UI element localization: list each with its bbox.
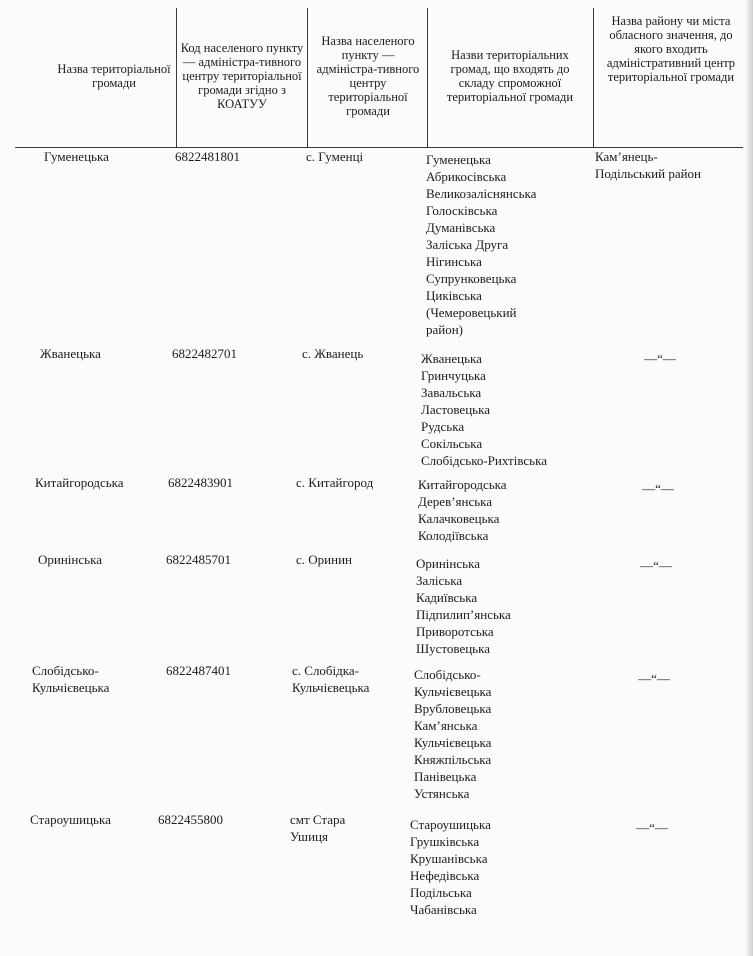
member-community: Завальська	[421, 385, 482, 400]
member-community: Думанівська	[426, 220, 496, 235]
member-community: Калачковецька	[418, 511, 500, 526]
member-list	[418, 476, 588, 544]
member-community: Нефедівська	[410, 868, 480, 883]
member-community: Гуменецька	[426, 152, 491, 167]
center-name: с. Гуменці	[306, 149, 364, 164]
member-community: Гринчуцька	[421, 368, 486, 383]
koatuu-code: 6822485701	[166, 552, 231, 567]
member-community: Кадиївська	[416, 590, 478, 605]
member-community: Заліська Друга	[426, 237, 509, 252]
member-community: Слобідсько-Рихтівська	[421, 453, 547, 468]
member-community: Циківська	[426, 288, 482, 303]
center-name: с. Жванець	[302, 346, 364, 361]
center-name: с. Китайгород	[296, 475, 374, 490]
member-community: Жванецька	[421, 351, 482, 366]
page-edge-shadow	[745, 0, 753, 956]
member-community: Великозаліснянська	[426, 186, 537, 201]
header-koatuu-code: Код населеного пункту — адміністра-тивного центру територіальної громади згідно з КОАТУУ	[180, 41, 304, 111]
member-community: Крушанівська	[410, 851, 488, 866]
member-community: Оринінська	[416, 556, 480, 571]
member-community: Шустовецька	[416, 641, 491, 656]
member-community: Кам’янська	[414, 718, 478, 733]
member-community: Сокільська	[421, 436, 483, 451]
member-list	[414, 666, 584, 802]
member-community: Слобідсько-	[414, 667, 481, 682]
member-community: Чабанівська	[410, 902, 477, 917]
member-community: Супрунковецька	[426, 271, 517, 286]
community-name: Гуменецька	[44, 149, 109, 164]
header-community-name: Назва територіальної громади	[57, 62, 171, 90]
member-community: Нігинська	[426, 254, 482, 269]
center-name: с. Оринин	[296, 552, 352, 567]
member-list	[426, 151, 596, 338]
district-ditto-mark: —“—	[636, 820, 668, 835]
member-community: район)	[426, 322, 464, 337]
member-community: Староушицька	[410, 817, 491, 832]
member-community: Підпилип’янська	[416, 607, 511, 622]
koatuu-code: 6822487401	[166, 663, 231, 678]
community-name: Жванецька	[40, 346, 101, 361]
member-community: Устянська	[414, 786, 470, 801]
community-name: Китайгородська	[35, 475, 124, 490]
district-name: Кам’янець-Подільський район	[595, 149, 702, 181]
koatuu-code: 6822483901	[168, 475, 233, 490]
member-community: Грушківська	[410, 834, 480, 849]
member-list	[416, 555, 586, 657]
district-ditto-mark: —“—	[640, 558, 672, 573]
column-divider	[427, 8, 428, 148]
member-list	[421, 350, 591, 469]
koatuu-code: 6822481801	[175, 149, 240, 164]
member-community: Рудська	[421, 419, 465, 434]
center-name: с. Слобідка-Кульчієвецька	[292, 663, 370, 695]
member-community: Абрикосівська	[426, 169, 507, 184]
header-member-communities: Назви територіальних громад, що входять до складу спроможної територіальної громади	[446, 48, 574, 104]
member-list	[410, 816, 580, 918]
header-district: Назва району чи міста обласного значення, до якого входить адміністративний центр територіальної громади	[606, 14, 736, 84]
center-name: смт Стара Ушиця	[290, 812, 346, 844]
column-divider	[307, 8, 308, 148]
koatuu-code: 6822482701	[172, 346, 237, 361]
member-community: Дерев’янська	[418, 494, 493, 509]
community-name: Оринінська	[38, 552, 102, 567]
member-community: Колодіївська	[418, 528, 489, 543]
district-ditto-mark: —“—	[644, 351, 676, 366]
member-community: Подільська	[410, 885, 472, 900]
community-name: Слобідсько-Кульчієвецька	[32, 663, 110, 695]
header-center-name: Назва населеного пункту — адміністра-тивного центру територіальної громади	[316, 34, 420, 118]
member-community: Ластовецька	[421, 402, 490, 417]
column-divider	[176, 8, 177, 148]
koatuu-code: 6822455800	[158, 812, 223, 827]
member-community: (Чемеровецький	[426, 305, 517, 320]
member-community: Заліська	[416, 573, 463, 588]
member-community: Кульчієвецька	[414, 735, 492, 750]
district-ditto-mark: —“—	[638, 671, 670, 686]
member-community: Кульчієвецька	[414, 684, 492, 699]
member-community: Врубловецька	[414, 701, 492, 716]
member-community: Голосківська	[426, 203, 498, 218]
community-name: Староушицька	[30, 812, 111, 827]
table-header	[0, 0, 753, 148]
column-divider	[593, 8, 594, 148]
district-ditto-mark: —“—	[642, 481, 674, 496]
member-community: Княжпільська	[414, 752, 492, 767]
member-community: Панівецька	[414, 769, 477, 784]
member-community: Приворотська	[416, 624, 494, 639]
member-community: Китайгородська	[418, 477, 507, 492]
